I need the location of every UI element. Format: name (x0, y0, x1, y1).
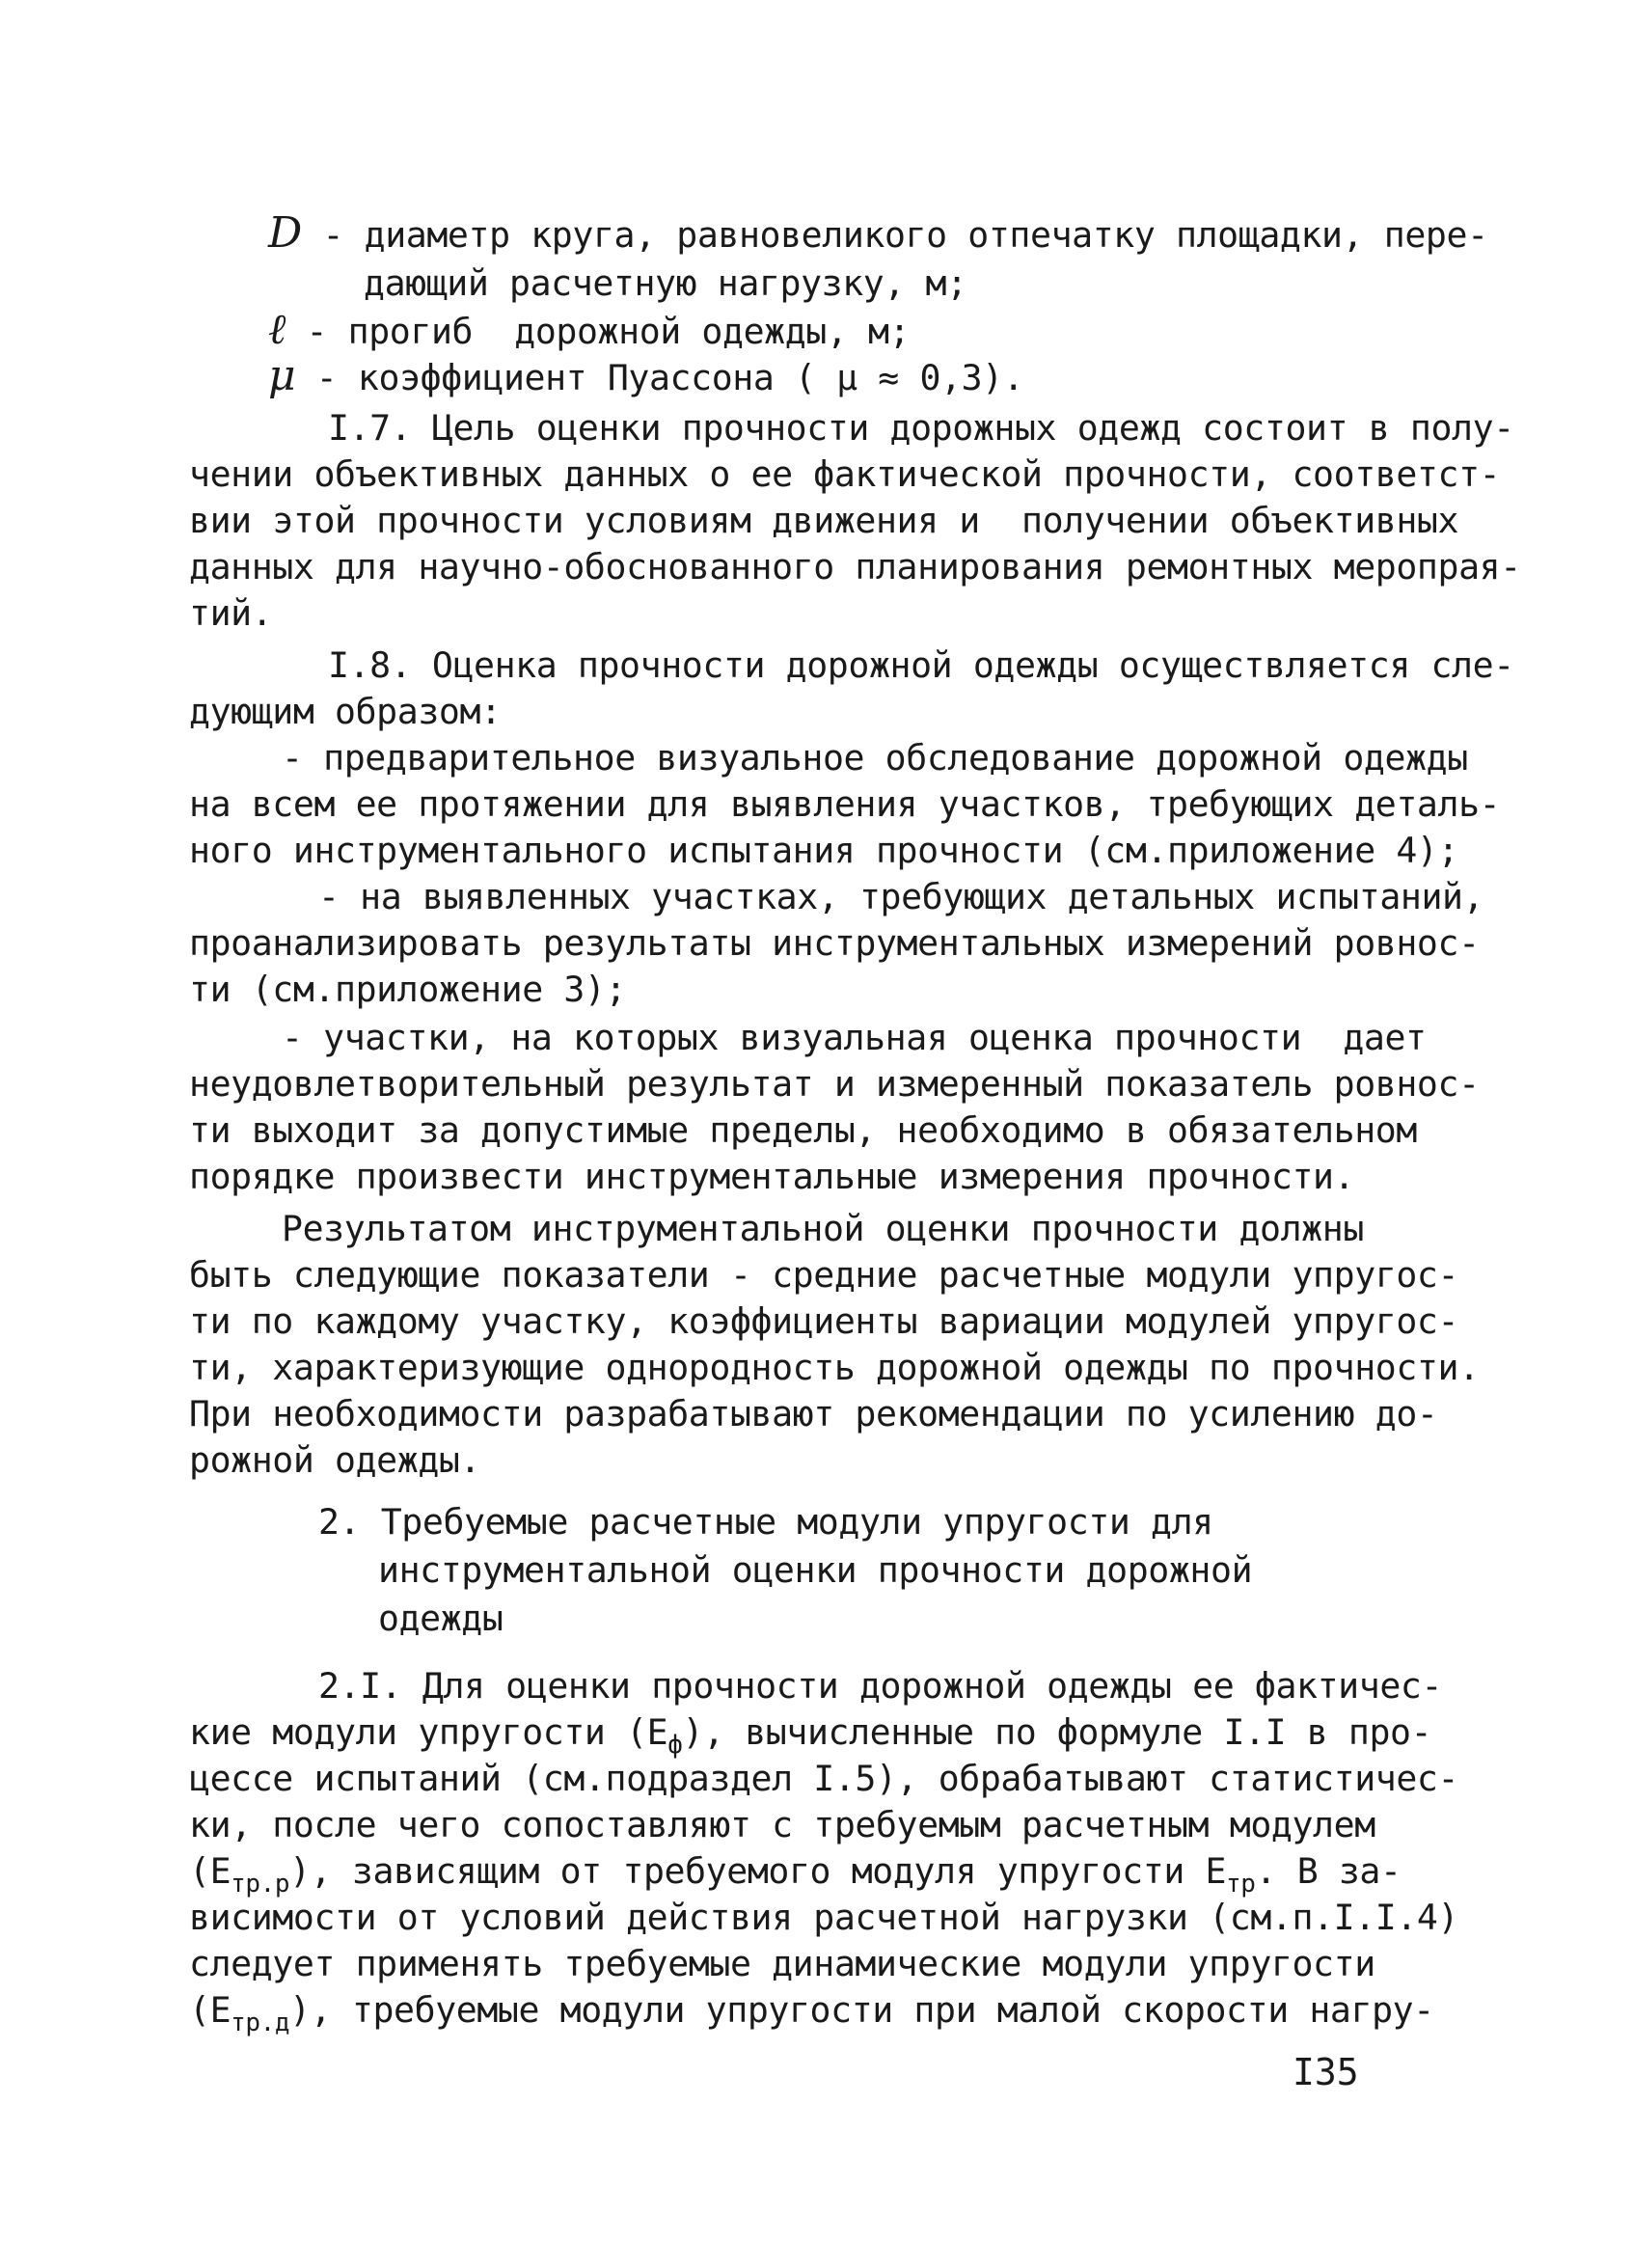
definition-d-continued: дающий расчетную нагрузку, м; (364, 262, 967, 304)
symbol-d: D (268, 208, 302, 258)
para-result-line-2: быть следующие показатели - средние расчетные модули упругос- (189, 1254, 1459, 1296)
para-1-7-line-2: чении объективных данных о ее фактической прочности, соответст- (189, 453, 1501, 495)
section-2-heading-line-2: инструментальной оценки прочности дорожной (378, 1549, 1253, 1591)
section-2-heading-line-1: 2. Требуемые расчетные модули упругости для (318, 1501, 1213, 1543)
para-1-8-line-1: I.8. Оценка прочности дорожной одежды осуществляется сле- (328, 644, 1514, 686)
para-2-1-line-5: $(E_{тр.р})$, зависящим от требуемого модуля упругости $E_{тр}$. В за- (189, 1850, 1402, 1899)
para-result-line-1: Результатом инструментальной оценки прочности должны (282, 1208, 1364, 1249)
page-number: I35 (1293, 2051, 1359, 2093)
para-1-8-line-9: - участки, на которых визуальная оценка прочности дает (282, 1017, 1427, 1058)
para-1-7-line-3: вии этой прочности условиям движения и получении объективных (189, 500, 1459, 541)
para-result-line-6: рожной одежды. (189, 1439, 481, 1481)
para-2-1-line-4: ки, после чего сопоставляют с требуемым расчетным модулем (189, 1804, 1375, 1845)
para-2-1-line-1: 2.I. Для оценки прочности дорожной одежды ее фактичес- (318, 1665, 1443, 1707)
para-1-7-line-1: I.7. Цель оценки прочности дорожных одежд состоит в полу- (328, 407, 1514, 449)
para-result-line-5: При необходимости разрабатывают рекомендации по усилению до- (189, 1393, 1438, 1435)
symbol-l: ℓ (268, 305, 286, 354)
para-1-8-line-11: ти выходит за допустимые пределы, необходимо в обязательном (189, 1109, 1417, 1151)
para-1-8-line-7: проанализировать результаты инструментальных измерений ровнос- (189, 922, 1480, 964)
definition-d: D - диаметр круга, равновеликого отпечатку площадки, пере- (268, 208, 1488, 258)
section-2-heading-line-3: одежды (378, 1598, 504, 1639)
para-1-8-line-4: на всем ее протяжении для выявления участков, требующих деталь- (189, 783, 1501, 825)
definition-l: ℓ - прогиб дорожной одежды, м; (268, 305, 911, 354)
para-result-line-4: ти, характеризующие однородность дорожной одежды по прочности. (189, 1347, 1480, 1388)
para-1-8-line-3: - предварительное визуальное обследование дорожной одежды (282, 737, 1468, 779)
para-1-8-line-12: порядке произвести инструментальные измерения прочности. (189, 1156, 1355, 1197)
para-2-1-line-8: $(E_{тр.д})$, требуемые модули упругости при малой скорости нагру- (189, 1989, 1434, 2037)
para-1-8-line-6: - на выявленных участках, требующих детальных испытаний, (318, 876, 1484, 917)
para-1-8-line-8: ти (см.приложение 3); (189, 969, 627, 1010)
para-2-1-line-7: следует применять требуемые динамические модули упругости (189, 1943, 1375, 1984)
para-2-1-line-6: висимости от условий действия расчетной нагрузки (см.п.I.I.4) (189, 1897, 1459, 1938)
para-2-1-line-3: цессе испытаний (см.подраздел I.5), обрабатывают статистичес- (189, 1758, 1459, 1799)
para-1-7-line-4: данных для научно-обоснованного планирования ремонтных меропрая- (189, 546, 1521, 587)
para-1-8-line-5: ного инструментального испытания прочности (см.приложение 4); (189, 830, 1459, 871)
para-1-8-line-10: неудовлетворительный результат и измеренный показатель ровнос- (189, 1063, 1480, 1105)
para-1-8-line-2: дующим образом: (189, 691, 502, 732)
definition-mu: μ - коэффициент Пуассона ( μ ≈ 0,3). (268, 351, 1024, 400)
symbol-mu: μ (268, 351, 296, 400)
para-2-1-line-2: кие модули упругости $(E_ф)$, вычисленные по формуле I.I в про- (189, 1711, 1432, 1760)
para-1-7-line-5: тий. (189, 592, 273, 634)
para-result-line-3: ти по каждому участку, коэффициенты вариации модулей упругос- (189, 1300, 1459, 1342)
